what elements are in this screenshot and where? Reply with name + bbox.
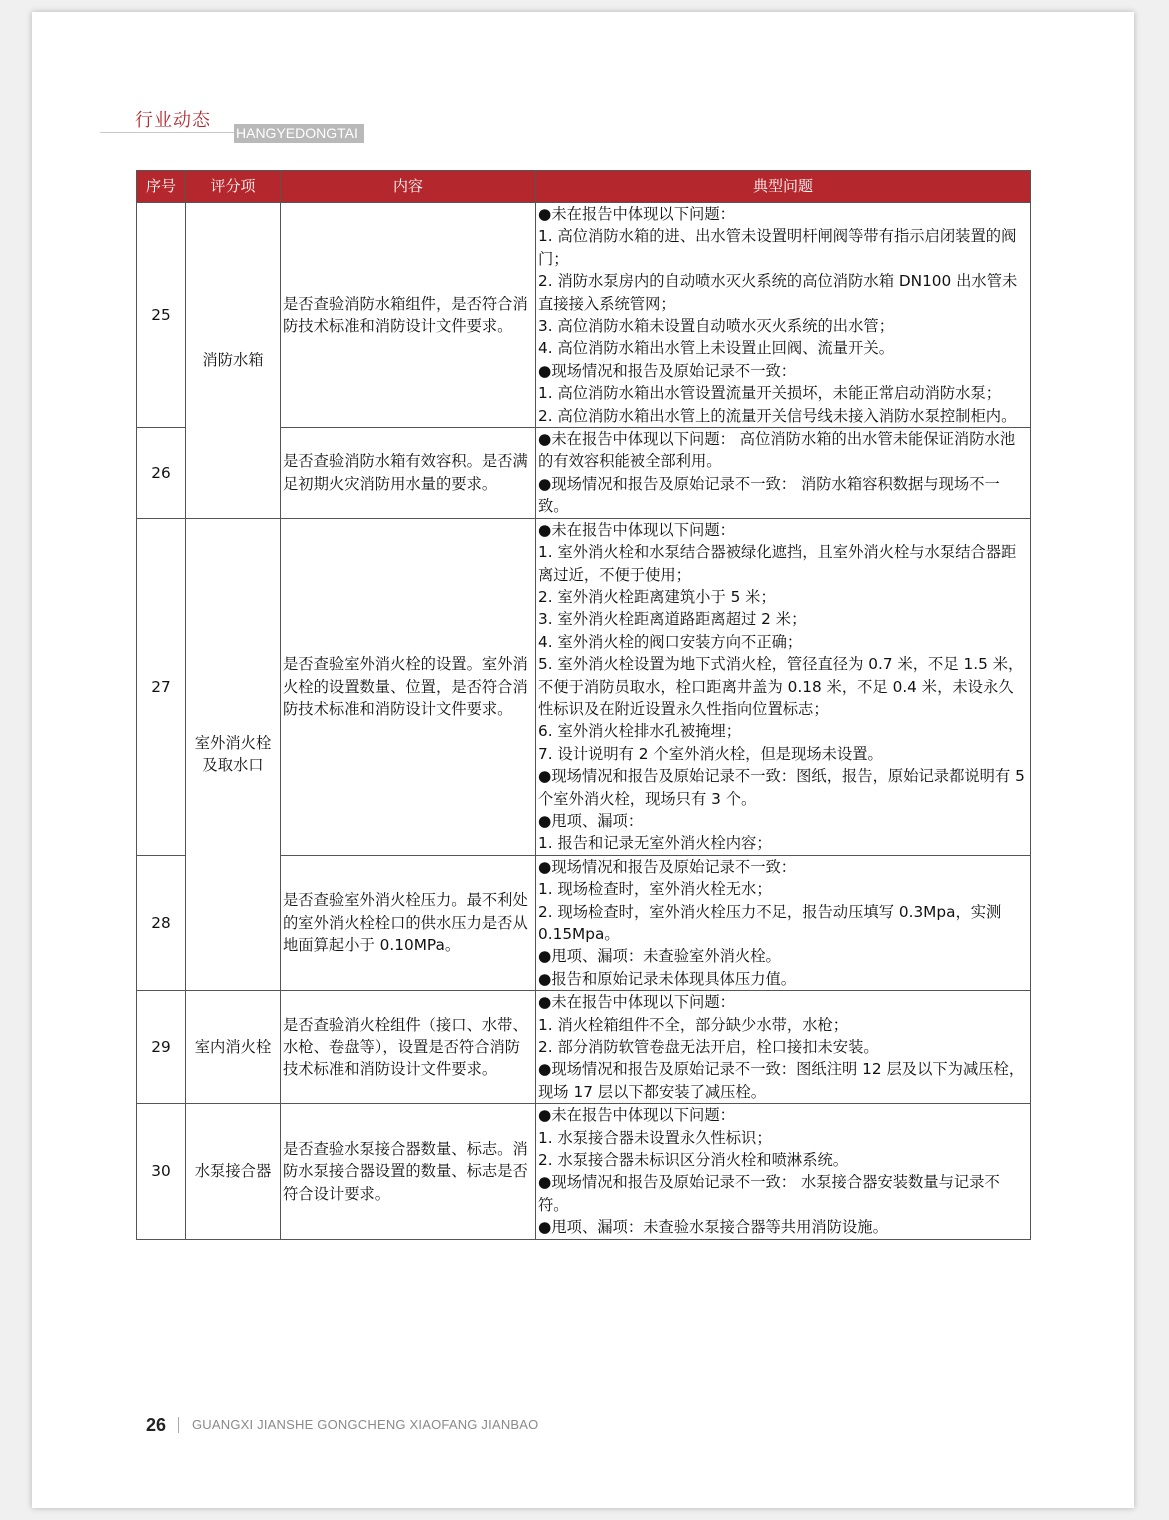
problem-line: 4. 高位消防水箱出水管上未设置止回阀、流量开关。 [538, 339, 894, 358]
problem-line: ●现场情况和报告及原始记录不一致： [538, 857, 797, 876]
row-item: 室外消火栓及取水口 [186, 518, 281, 991]
row-content: 是否查验水泵接合器数量、标志。消防水泵接合器设置的数量、标志是否符合设计要求。 [281, 1104, 536, 1239]
row-content: 是否查验室外消火栓的设置。室外消火栓的设置数量、位置，是否符合消防技术标准和消防设计文件要求。 [281, 518, 536, 855]
row-number: 29 [137, 991, 186, 1104]
column-header-item: 评分项 [186, 171, 281, 203]
problem-line: 1. 消火栓箱组件不全，部分缺少水带，水枪； [538, 1015, 849, 1034]
row-number: 25 [137, 203, 186, 428]
table-row [137, 1104, 1031, 1239]
problem-line: 1. 现场检查时，室外消火栓无水； [538, 880, 772, 899]
problem-line: ●未在报告中体现以下问题： [538, 205, 735, 223]
problem-line: ●现场情况和报告及原始记录不一致：图纸注明 12 层及以下为减压栓，现场 17 层以下都安装了减压栓。 [538, 1060, 1025, 1101]
problem-line: ●甩项、漏项： [538, 811, 644, 830]
problem-line: 4. 室外消火栓的阀口安装方向不正确； [538, 632, 803, 651]
column-header-num: 序号 [137, 171, 186, 203]
row-number: 26 [137, 428, 186, 519]
row-item: 水泵接合器 [186, 1104, 281, 1239]
table-row [137, 518, 1031, 855]
problem-line: 1. 高位消防水箱出水管设置流量开关损坏，未能正常启动消防水泵； [538, 384, 1002, 403]
problem-line: 2. 高位消防水箱出水管上的流量开关信号线未接入消防水泵控制柜内。 [538, 406, 1017, 425]
row-problems [536, 518, 1031, 855]
problem-line: ●甩项、漏项：未查验室外消火栓。 [538, 947, 781, 966]
page-number: 26 [146, 1415, 167, 1435]
publication-name: GUANGXI JIANSHE GONGCHENG XIAOFANG JIANBAO [192, 1417, 539, 1432]
column-header-problems: 典型问题 [536, 171, 1031, 203]
problem-line: ●未在报告中体现以下问题： [538, 993, 735, 1012]
problem-line: 2. 消防水泵房内的自动喷水灭火系统的高位消防水箱 DN100 出水管未直接接入系统管网； [538, 272, 1018, 313]
column-header-content: 内容 [281, 171, 536, 203]
problem-line: 1. 水泵接合器未设置永久性标识； [538, 1128, 772, 1147]
problem-line: ●现场情况和报告及原始记录不一致： 消防水箱容积数据与现场不一致。 [538, 474, 1000, 516]
document-page [32, 12, 1134, 1508]
row-number: 28 [137, 855, 186, 990]
table-row [137, 991, 1031, 1104]
row-problems [536, 1104, 1031, 1239]
row-problems [536, 855, 1031, 990]
problem-line: 2. 室外消火栓距离建筑小于 5 米； [538, 587, 776, 606]
row-content: 是否查验消防水箱有效容积。是否满足初期火灾消防用水量的要求。 [281, 428, 536, 519]
problem-line: 5. 室外消火栓设置为地下式消火栓，管径直径为 0.7 米，不足 1.5 米，不便于消防员取水，栓口距离井盖为 0.18 米，不足 0.4 米，未设永久性标识及在附近设置永久性指向位置标志； [538, 655, 1024, 718]
row-content: 是否查验消火栓组件（接口、水带、水枪、卷盘等），设置是否符合消防技术标准和消防设计文件要求。 [281, 991, 536, 1104]
problem-line: ●现场情况和报告及原始记录不一致： 水泵接合器安装数量与记录不符。 [538, 1173, 1000, 1214]
problem-line: ●现场情况和报告及原始记录不一致：图纸，报告，原始记录都说明有 5 个室外消火栓，现场只有 3 个。 [538, 767, 1025, 808]
section-title: 行业动态 [135, 110, 211, 131]
footer-separator [178, 1417, 179, 1433]
problem-line: 1. 室外消火栓和水泵结合器被绿化遮挡，且室外消火栓与水泵结合器距离过近，不便于使用； [538, 543, 1017, 584]
problem-line: 2. 水泵接合器未标识区分消火栓和喷淋系统。 [538, 1151, 849, 1170]
problem-line: ●现场情况和报告及原始记录不一致： [538, 361, 797, 380]
row-problems [536, 991, 1031, 1104]
section-subtitle: HANGYEDONGTAI [234, 124, 364, 143]
problem-line: 7. 设计说明有 2 个室外消火栓，但是现场未设置。 [538, 744, 883, 763]
table-row [137, 203, 1031, 428]
problem-line: ●未在报告中体现以下问题： [538, 1106, 735, 1125]
table-header-row [137, 171, 1031, 203]
problem-line: 1. 高位消防水箱的进、出水管未设置明杆闸阀等带有指示启闭装置的阀门； [538, 227, 1017, 268]
problem-line: ●甩项、漏项：未查验水泵接合器等共用消防设施。 [538, 1218, 888, 1237]
problem-line: 6. 室外消火栓排水孔被掩埋； [538, 722, 742, 741]
row-number: 27 [137, 518, 186, 855]
inspection-table [136, 170, 1031, 1240]
problem-line: ●未在报告中体现以下问题： 高位消防水箱的出水管未能保证消防水池的有效容积能被全部利用。 [538, 430, 1016, 471]
row-item: 室内消火栓 [186, 991, 281, 1104]
row-number: 30 [137, 1104, 186, 1239]
problem-line: ●未在报告中体现以下问题： [538, 520, 735, 539]
row-item: 消防水箱 [186, 203, 281, 519]
row-content: 是否查验消防水箱组件，是否符合消防技术标准和消防设计文件要求。 [281, 203, 536, 428]
row-problems [536, 428, 1031, 519]
problem-line: 2. 部分消防软管卷盘无法开启，栓口接扣未安装。 [538, 1038, 879, 1057]
problem-line: 2. 现场检查时，室外消火栓压力不足，报告动压填写 0.3Mpa，实测 0.15Mpa。 [538, 902, 1002, 943]
row-content: 是否查验室外消火栓压力。最不利处的室外消火栓栓口的供水压力是否从地面算起小于 0.10MPa。 [281, 855, 536, 990]
problem-line: 3. 室外消火栓距离道路距离超过 2 米； [538, 610, 807, 629]
row-problems [536, 203, 1031, 428]
problem-line: 1. 报告和记录无室外消火栓内容； [538, 834, 772, 853]
problem-line: ●报告和原始记录未体现具体压力值。 [538, 969, 797, 988]
problem-line: 3. 高位消防水箱未设置自动喷水灭火系统的出水管； [538, 317, 894, 336]
